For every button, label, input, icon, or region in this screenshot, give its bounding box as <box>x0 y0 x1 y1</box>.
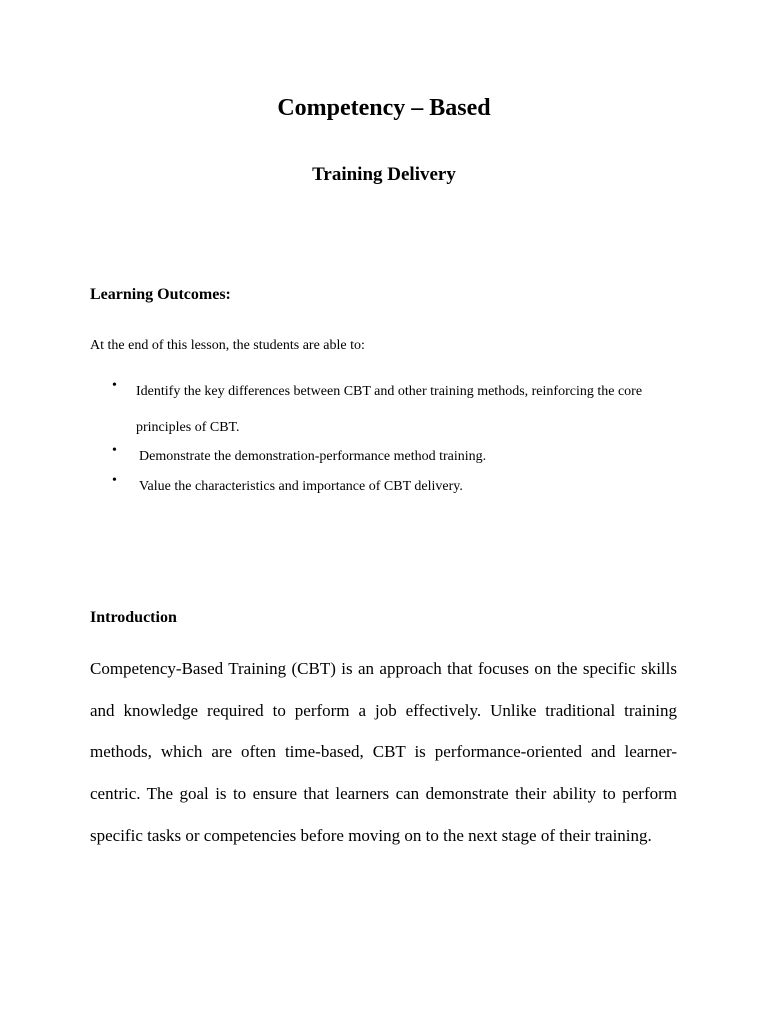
bullet-icon: • <box>112 378 117 393</box>
introduction-heading: Introduction <box>90 609 177 626</box>
document-title: Competency – Based <box>277 95 491 121</box>
learning-outcomes-heading: Learning Outcomes: <box>90 286 231 303</box>
document-subtitle: Training Delivery <box>312 164 456 185</box>
list-item-text: Identify the key differences between CBT and other training methods, reinforcing the core principles of CBT. <box>136 384 643 435</box>
introduction-paragraph: Competency-Based Training (CBT) is an approach that focuses on the specific skills and knowledge required to perform a job effectively. Unlike traditional training methods, which are often time-based, CBT is performance-oriented and learner-centric. The goal is to ensure that learners can demonstrate their ability to perform specific tasks or competencies before moving on to the next stage of their training. <box>90 659 677 845</box>
list-item <box>90 374 680 445</box>
learning-outcomes-list <box>90 380 680 504</box>
list-item <box>90 469 680 505</box>
bullet-icon: • <box>112 472 117 488</box>
list-item-text: Demonstrate the demonstration-performance method training. <box>139 449 487 464</box>
list-item-text: Value the characteristics and importance of CBT delivery. <box>139 478 463 494</box>
learning-outcomes-intro: At the end of this lesson, the students are able to: <box>90 338 365 353</box>
bullet-icon: • <box>112 443 117 458</box>
